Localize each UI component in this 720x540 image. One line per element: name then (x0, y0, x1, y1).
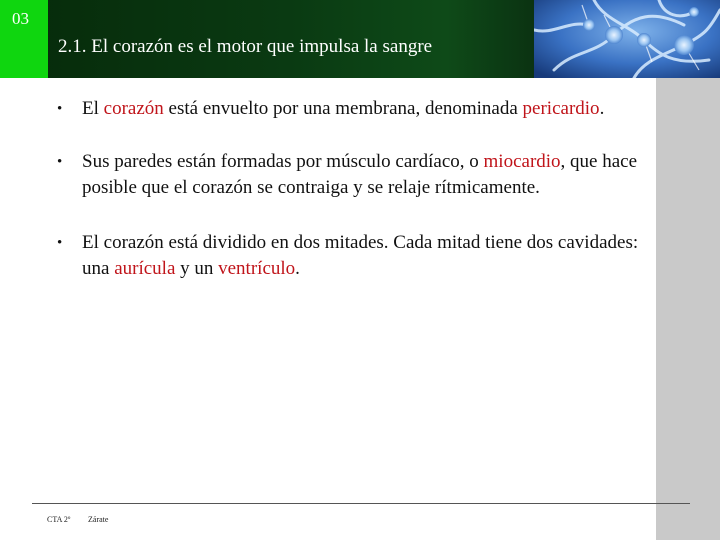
footer-course: CTA 2º (47, 515, 71, 524)
slide-number-tab (0, 0, 48, 78)
bullet-text: El corazón está dividido en dos mitades. Cada mitad tiene dos cavidades: una aurícula y un ventrículo. (82, 232, 639, 279)
highlight-term: aurícula (114, 258, 176, 279)
highlight-term: pericardio (522, 98, 600, 119)
bullet-item (52, 96, 652, 122)
slide-title: 2.1. El corazón es el motor que impulsa la sangre (58, 36, 433, 57)
highlight-term: corazón (103, 98, 164, 119)
bullet-icon: • (57, 101, 63, 117)
bullet-list (52, 96, 652, 282)
bullet-text: El corazón está envuelto por una membrana, denominada pericardio. (82, 98, 605, 119)
highlight-term: miocardio (483, 151, 561, 172)
footer-author: Zárate (88, 515, 109, 524)
right-side-panel (656, 78, 720, 540)
highlight-term: ventrículo (218, 258, 296, 279)
neuron-network-image (534, 0, 720, 78)
bullet-item (52, 230, 652, 282)
bullet-text: Sus paredes están formadas por músculo cardíaco, o miocardio, que hace posible que el corazón se contraiga y se relaje rítmicamente. (82, 151, 638, 198)
footer-divider (32, 503, 690, 504)
bullet-icon: • (57, 154, 63, 170)
bullet-icon: • (57, 235, 63, 251)
slide-number: 03 (12, 9, 29, 28)
bullet-item (52, 149, 652, 201)
